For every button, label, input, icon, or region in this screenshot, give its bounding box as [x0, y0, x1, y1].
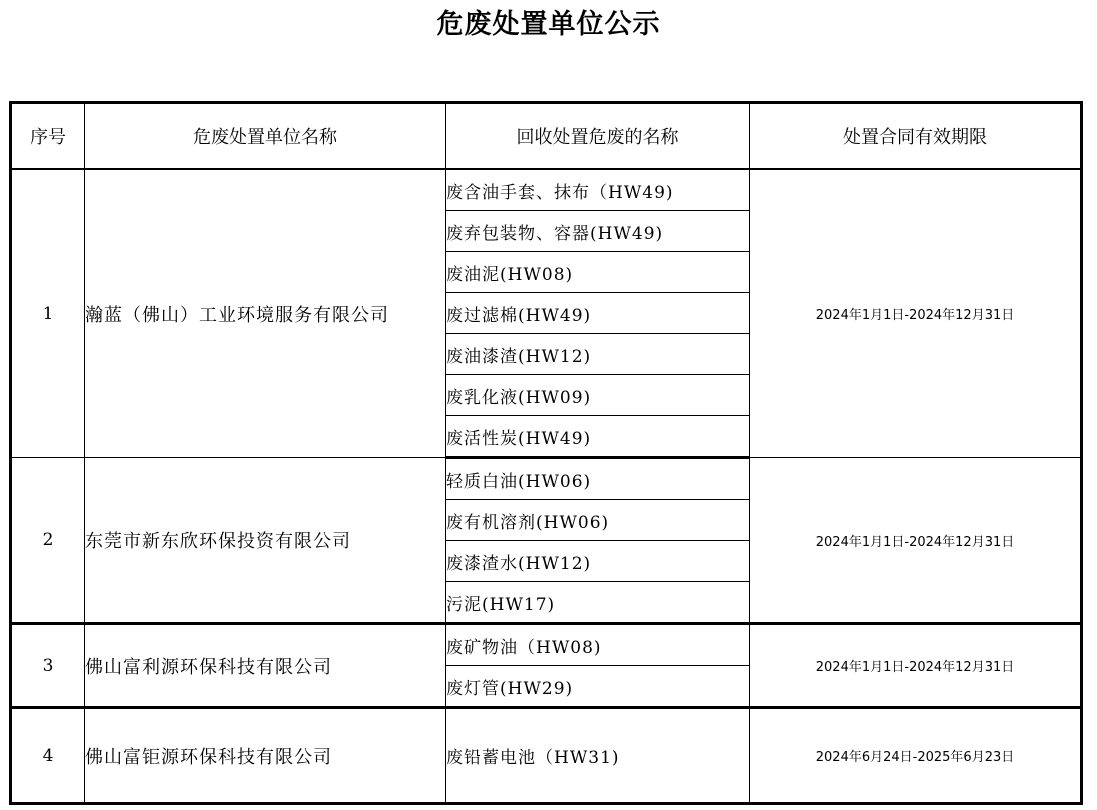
contract-period-cell: 2024年1月1日-2024年12月31日 — [750, 169, 1082, 458]
header-waste-name: 回收处置危废的名称 — [446, 103, 750, 170]
waste-name-cell: 废漆渣水(HW12) — [446, 541, 750, 582]
waste-name-cell: 废有机溶剂(HW06) — [446, 500, 750, 541]
header-seq: 序号 — [11, 103, 85, 170]
waste-name-cell: 废活性炭(HW49) — [446, 416, 750, 458]
header-contract-period: 处置合同有效期限 — [750, 103, 1082, 170]
waste-name-cell: 轻质白油(HW06) — [446, 458, 750, 500]
disposal-units-table — [9, 101, 1083, 805]
seq-cell: 1 — [11, 169, 85, 458]
waste-name-cell: 废含油手套、抹布（HW49) — [446, 169, 750, 211]
table-row — [11, 708, 1082, 804]
waste-name-cell: 废乳化液(HW09) — [446, 375, 750, 416]
contract-period-cell: 2024年1月1日-2024年12月31日 — [750, 458, 1082, 624]
table-row — [11, 169, 1082, 211]
unit-name-cell: 瀚蓝（佛山）工业环境服务有限公司 — [85, 169, 446, 458]
header-unit-name: 危废处置单位名称 — [85, 103, 446, 170]
waste-name-cell: 废铅蓄电池（HW31) — [446, 708, 750, 804]
waste-name-cell: 废灯管(HW29) — [446, 666, 750, 708]
waste-name-cell: 废油漆渣(HW12) — [446, 334, 750, 375]
table-row — [11, 624, 1082, 666]
contract-period-cell: 2024年6月24日-2025年6月23日 — [750, 708, 1082, 804]
waste-name-cell: 废过滤棉(HW49) — [446, 293, 750, 334]
waste-name-cell: 废油泥(HW08) — [446, 252, 750, 293]
contract-period-cell: 2024年1月1日-2024年12月31日 — [750, 624, 1082, 708]
unit-name-cell: 佛山富钜源环保科技有限公司 — [85, 708, 446, 804]
table-header-row — [11, 103, 1082, 170]
table-row — [11, 458, 1082, 500]
seq-cell: 4 — [11, 708, 85, 804]
waste-name-cell: 污泥(HW17) — [446, 582, 750, 624]
unit-name-cell: 东莞市新东欣环保投资有限公司 — [85, 458, 446, 624]
seq-cell: 3 — [11, 624, 85, 708]
page-title: 危废处置单位公示 — [436, 9, 661, 40]
waste-name-cell: 废矿物油（HW08) — [446, 624, 750, 666]
waste-name-cell: 废弃包装物、容器(HW49) — [446, 211, 750, 252]
unit-name-cell: 佛山富利源环保科技有限公司 — [85, 624, 446, 708]
seq-cell: 2 — [11, 458, 85, 624]
